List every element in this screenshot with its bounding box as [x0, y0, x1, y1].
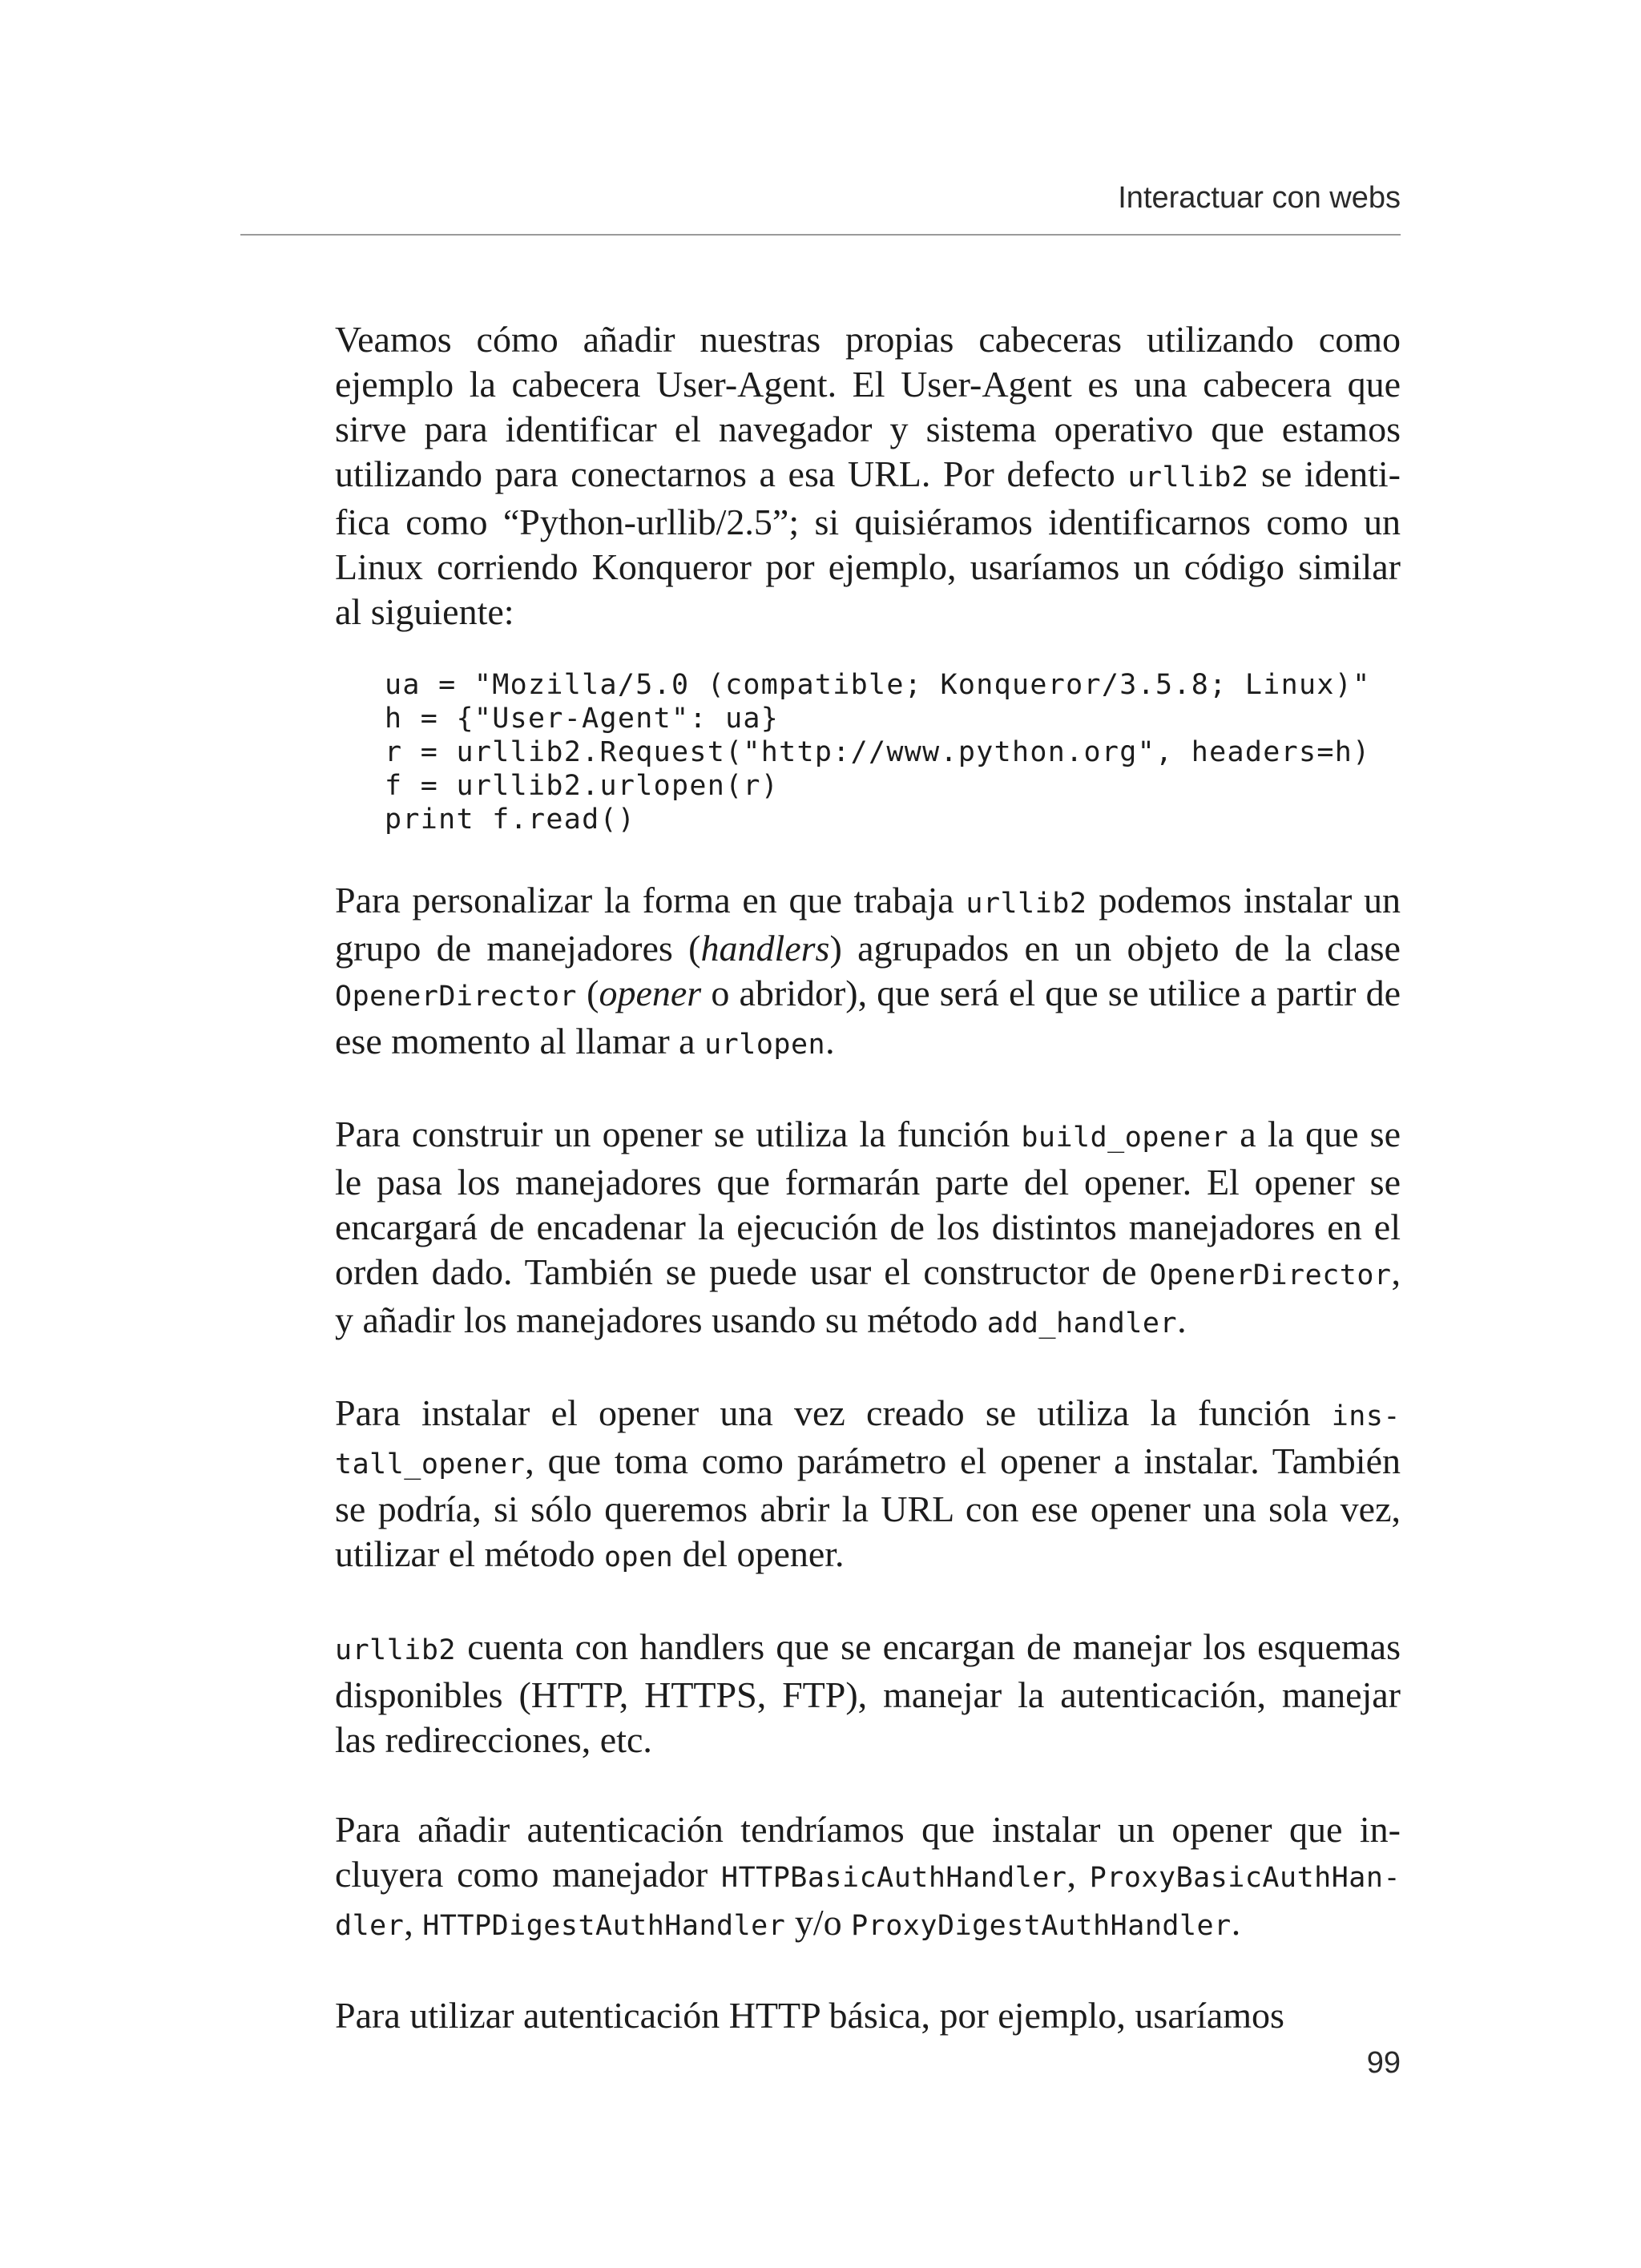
inline-code-proxydigestauthhandler: ProxyDigestAuthHandler	[851, 1910, 1232, 1942]
inline-code-add-handler: add_handler	[986, 1307, 1178, 1339]
text-line	[335, 1852, 1401, 1900]
text-line	[335, 1532, 1401, 1580]
text-run: o abridor), que será el que se utilice a partir de	[701, 973, 1401, 1013]
text-run: y añadir los manejadores usando su método	[335, 1299, 987, 1340]
text-line	[335, 452, 1401, 500]
inline-code-open: open	[603, 1541, 674, 1573]
text-run: ,	[1066, 1854, 1090, 1895]
text-line: al siguiente:	[335, 591, 514, 632]
text-line	[335, 1625, 1401, 1673]
paragraph-basic-auth	[335, 1993, 1401, 2038]
text-run: utilizando para conectarnos a esa URL. Por defecto	[335, 453, 1128, 494]
text-run: del opener.	[673, 1533, 845, 1574]
inline-code-proxybasicauthhandler: dler	[335, 1910, 405, 1942]
text-line	[335, 971, 1401, 1019]
text-run: .	[1177, 1299, 1187, 1340]
paragraph-authentication	[335, 1807, 1401, 1948]
inline-code-openerdirector: OpenerDirector	[335, 981, 578, 1013]
text-line: Para utilizar autenticación HTTP básica, por ejemplo, usaríamos	[335, 1995, 1284, 2036]
text-run: .	[1231, 1902, 1241, 1943]
text-run: utilizar el método	[335, 1533, 604, 1574]
text-line	[335, 1439, 1401, 1487]
text-line: encargará de encadenar la ejecución de los distintos manejadores en el	[335, 1207, 1401, 1247]
text-line	[335, 1298, 1401, 1346]
text-line: se podría, si sólo queremos abrir la URL con ese opener una sola vez,	[335, 1489, 1401, 1529]
text-run: Para construir un opener se utiliza la función	[335, 1114, 1022, 1154]
text-run: Para personalizar la forma en que trabaja	[335, 880, 966, 920]
paragraph-build-opener	[335, 1112, 1401, 1346]
text-run: ,	[404, 1902, 423, 1943]
paragraph-user-agent	[335, 317, 1401, 634]
page-number: 99	[1366, 2046, 1401, 2080]
text-line	[335, 926, 1401, 971]
text-run: se identi-	[1248, 453, 1401, 494]
code-line: f = urllib2.urlopen(r)	[385, 770, 780, 802]
text-line: Linux corriendo Konqueror por ejemplo, usaríamos un código similar	[335, 546, 1401, 587]
text-line	[335, 878, 1401, 926]
text-line	[335, 1019, 1401, 1067]
text-run: .	[825, 1021, 835, 1061]
inline-code-build-opener: build_opener	[1021, 1122, 1229, 1154]
text-run: cuenta con handlers que se encargan de manejar los esquemas	[456, 1626, 1401, 1667]
inline-code-urllib2: urllib2	[335, 1634, 457, 1666]
paragraph-opener-director	[335, 878, 1401, 1067]
italic-term: opener	[599, 973, 702, 1013]
text-line	[335, 1391, 1401, 1439]
text-run: orden dado. También se puede usar el constructor de	[335, 1251, 1150, 1292]
text-line: Veamos cómo añadir nuestras propias cabeceras utilizando como	[335, 319, 1401, 360]
inline-code-urllib2: urllib2	[966, 888, 1087, 920]
code-block-user-agent	[385, 668, 1401, 836]
inline-code-httpbasicauthhandler: HTTPBasicAuthHandler	[721, 1862, 1067, 1894]
running-header: Interactuar con webs	[1118, 181, 1401, 215]
text-run: ese momento al llamar a	[335, 1021, 705, 1061]
text-run: (	[577, 973, 599, 1013]
text-run: , que toma como parámetro el opener a instalar. También	[525, 1440, 1401, 1481]
text-line: sirve para identificar el navegador y sistema operativo que estamos	[335, 409, 1401, 449]
text-run: Para instalar el opener una vez creado se utiliza la función	[335, 1392, 1332, 1433]
inline-code-httpdigestauthhandler: HTTPDigestAuthHandler	[422, 1910, 786, 1942]
inline-code-install-opener: ins-	[1331, 1400, 1401, 1432]
code-line: ua = "Mozilla/5.0 (compatible; Konqueror/3.5.8; Linux)"	[385, 669, 1371, 701]
inline-code-proxybasicauthhandler: ProxyBasicAuthHan-	[1089, 1862, 1401, 1894]
code-line: r = urllib2.Request("http://www.python.org", headers=h)	[385, 736, 1371, 768]
text-line	[335, 1900, 1401, 1948]
text-run: cluyera como manejador	[335, 1854, 721, 1895]
text-run: ) agrupados en un objeto de la clase	[829, 928, 1401, 969]
code-line: print f.read()	[385, 804, 636, 836]
text-run: podemos instalar un	[1087, 880, 1401, 920]
text-line: Para añadir autenticación tendríamos que instalar un opener que in-	[335, 1809, 1401, 1850]
text-line	[335, 1112, 1401, 1160]
paragraph-handlers	[335, 1625, 1401, 1762]
inline-code-install-opener: tall_opener	[335, 1448, 526, 1480]
text-line: ejemplo la cabecera User-Agent. El User-Agent es una cabecera que	[335, 364, 1401, 405]
text-line	[335, 1250, 1401, 1298]
page-body	[335, 317, 1401, 2083]
text-run: y/o	[785, 1902, 852, 1943]
text-line: le pasa los manejadores que formarán parte del opener. El opener se	[335, 1162, 1401, 1202]
text-line: fica como “Python-urllib/2.5”; si quisiéramos identificarnos como un	[335, 502, 1401, 542]
text-run: a la que se	[1228, 1114, 1401, 1154]
inline-code-urlopen: urlopen	[704, 1029, 826, 1061]
text-run: ,	[1391, 1251, 1401, 1292]
italic-term: handlers	[700, 928, 830, 969]
text-run: grupo de manejadores (	[335, 928, 701, 969]
code-line: h = {"User-Agent": ua}	[385, 703, 780, 735]
text-line: las redirecciones, etc.	[335, 1719, 652, 1760]
inline-code-urllib2: urllib2	[1127, 461, 1249, 493]
paragraph-install-opener	[335, 1391, 1401, 1580]
text-line: disponibles (HTTP, HTTPS, FTP), manejar la autenticación, manejar	[335, 1674, 1401, 1715]
header-rule	[240, 234, 1401, 236]
inline-code-openerdirector: OpenerDirector	[1149, 1259, 1392, 1291]
